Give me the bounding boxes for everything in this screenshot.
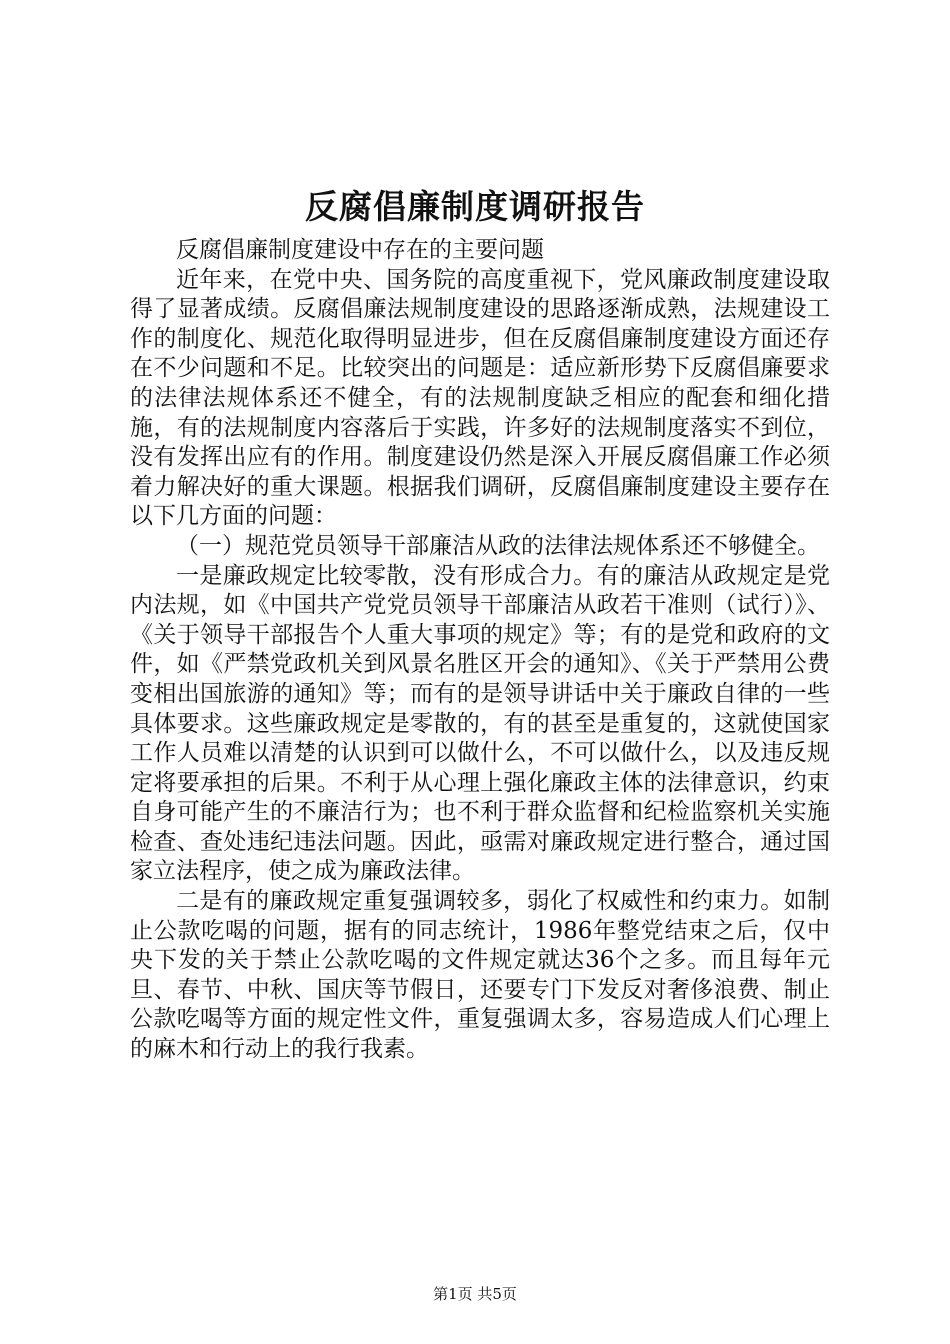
body-paragraph: 一是廉政规定比较零散，没有形成合力。有的廉洁从政规定是党内法规，如《中国共产党党员领导干部廉洁从政若干准则（试行）》、《关于领导干部报告个人重大事项的规定》等；有的是党和政府的文件，如《严禁党政机关到风景名胜区开会的通知》、《关于严禁用公费变相出国旅游的通知》等；而有的是领导讲话中关于廉政自律的一些具体要求。这些廉政规定是零散的，有的甚至是重复的，这就使国家工作人员难以清楚的认识到可以做什么，不可以做什么，以及违反规定将要承担的后果。不利于从心理上强化廉政主体的法律意识，约束自身可能产生的不廉洁行为；也不利于群众监督和纪检监察机关实施检查、查处违纪违法问题。因此，亟需对廉政规定进行整合，通过国家立法程序，使之成为廉政法律。: [130, 562, 830, 885]
body-paragraph: 二是有的廉政规定重复强调较多，弱化了权威性和约束力。如制止公款吃喝的问题，据有的同志统计，1986年整党结束之后，仅中央下发的关于禁止公款吃喝的文件规定就达36个之多。而且每年元旦、春节、中秋、国庆等节假日，还要专门下发反对奢侈浪费、制止公款吃喝等方面的规定性文件，重复强调太多，容易造成人们心理上的麻木和行动上的我行我素。: [130, 888, 830, 1063]
body-paragraph: 近年来，在党中央、国务院的高度重视下，党风廉政制度建设取得了显著成绩。反腐倡廉法规制度建设的思路逐渐成熟，法规建设工作的制度化、规范化取得明显进步，但在反腐倡廉制度建设方面还存在不少问题和不足。比较突出的问题是：适应新形势下反腐倡廉要求的法律法规体系还不健全，有的法规制度缺乏相应的配套和细化措施，有的法规制度内容落后于实践，许多好的法规制度落实不到位，没有发挥出应有的作用。制度建设仍然是深入开展反腐倡廉工作必须着力解决好的重大课题。根据我们调研，反腐倡廉制度建设主要存在以下几方面的问题：: [130, 266, 830, 530]
page-footer: 第1页 共5页: [433, 1285, 517, 1303]
document-title: 反腐倡廉制度调研报告: [305, 187, 645, 226]
subsection-heading: （一）规范党员领导干部廉洁从政的法律法规体系还不够健全。: [176, 532, 820, 559]
section-heading: 反腐倡廉制度建设中存在的主要问题: [176, 237, 544, 263]
document-body: [130, 236, 830, 1065]
